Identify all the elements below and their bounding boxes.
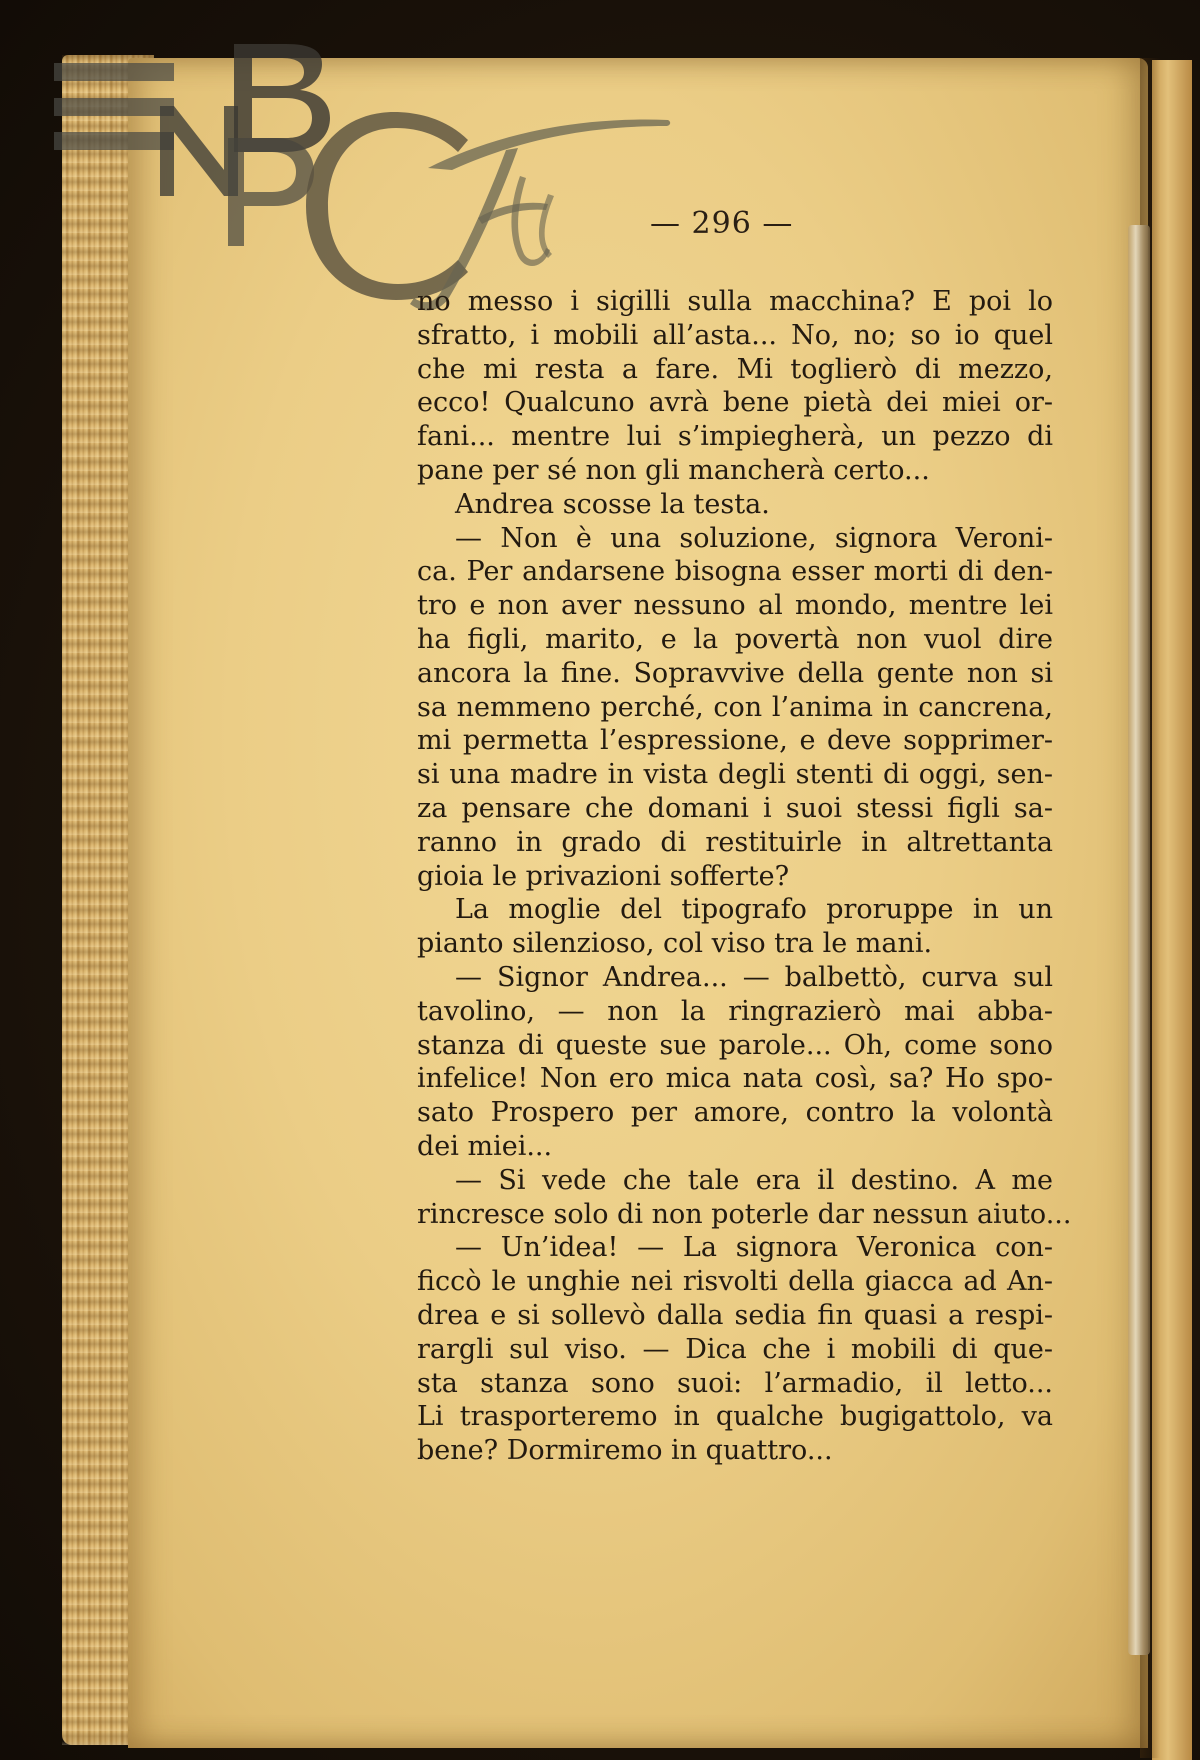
text-line: rincresce solo di non poterle dar nessun aiuto... <box>417 1198 1072 1230</box>
text-line: tavolino, — non la ringrazierò mai abba- <box>417 995 1053 1027</box>
text-line: bene? Dormiremo in quattro... <box>417 1435 833 1467</box>
text-line: pane per sé non gli mancherà certo... <box>417 454 930 486</box>
text-line: pianto silenzioso, col viso tra le mani. <box>417 928 933 960</box>
text-line: che mi resta a fare. Mi toglierò di mezzo, <box>417 353 1053 385</box>
text-line: infelice! Non ero mica nata così, sa? Ho spo- <box>417 1063 1053 1095</box>
text-line: sato Prospero per amore, contro la volontà <box>417 1097 1053 1129</box>
page-number: — 296 — <box>650 206 794 241</box>
text-line: La moglie del tipografo proruppe in un <box>455 894 1053 926</box>
text-line: ancora la fine. Sopravvive della gente non si <box>417 657 1053 689</box>
text-line: mi permetta l’espressione, e deve sopprimer- <box>417 725 1053 757</box>
torn-page-edge <box>1128 225 1150 1655</box>
text-line: ficcò le unghie nei risvolti della giacca ad An- <box>417 1266 1053 1298</box>
text-line: ecco! Qualcuno avrà bene pietà dei miei or- <box>417 387 1053 419</box>
text-line: sfratto, i mobili all’asta... No, no; so io quel <box>417 319 1053 351</box>
text-line: rargli sul viso. — Dica che i mobili di que- <box>417 1333 1053 1365</box>
text-line: Andrea scosse la testa. <box>455 488 770 520</box>
text-line: sta stanza sono suoi: l’armadio, il letto... <box>417 1367 1053 1399</box>
text-line: tro e non aver nessuno al mondo, mentre lei <box>417 590 1053 622</box>
text-line: stanza di queste sue parole... Oh, come sono <box>417 1029 1053 1061</box>
text-line: — Un’idea! — La signora Veronica con- <box>455 1232 1053 1264</box>
text-line: si una madre in vista degli stenti di oggi, sen- <box>417 759 1053 791</box>
text-line: — Si vede che tale era il destino. A me <box>455 1164 1053 1196</box>
text-line: ca. Per andarsene bisogna esser morti di den- <box>417 556 1053 588</box>
text-line: Li trasporteremo in qualche bugigattolo, va <box>417 1401 1053 1433</box>
text-line: drea e si sollevò dalla sedia fin quasi a respi- <box>417 1299 1053 1331</box>
page-text-block <box>417 285 1072 1468</box>
text-line: ranno in grado di restituirle in altrettanta <box>417 826 1053 858</box>
bncf-watermark-logo <box>48 28 708 328</box>
text-line: — Non è una soluzione, signora Veroni- <box>455 522 1053 554</box>
text-line: ha figli, marito, e la povertà non vuol dire <box>417 623 1053 655</box>
text-line: dei miei... <box>417 1130 553 1162</box>
text-line: gioia le privazioni sofferte? <box>417 860 790 892</box>
text-line: za pensare che domani i suoi stessi figli sa- <box>417 792 1053 824</box>
text-line: sa nemmeno perché, con l’anima in cancrena, <box>417 691 1053 723</box>
text-line: fani... mentre lui s’impiegherà, un pezzo di <box>417 421 1053 453</box>
text-line: no messo i sigilli sulla macchina? E poi lo <box>417 286 1053 317</box>
text-line: — Signor Andrea... — balbettò, curva sul <box>455 961 1053 993</box>
